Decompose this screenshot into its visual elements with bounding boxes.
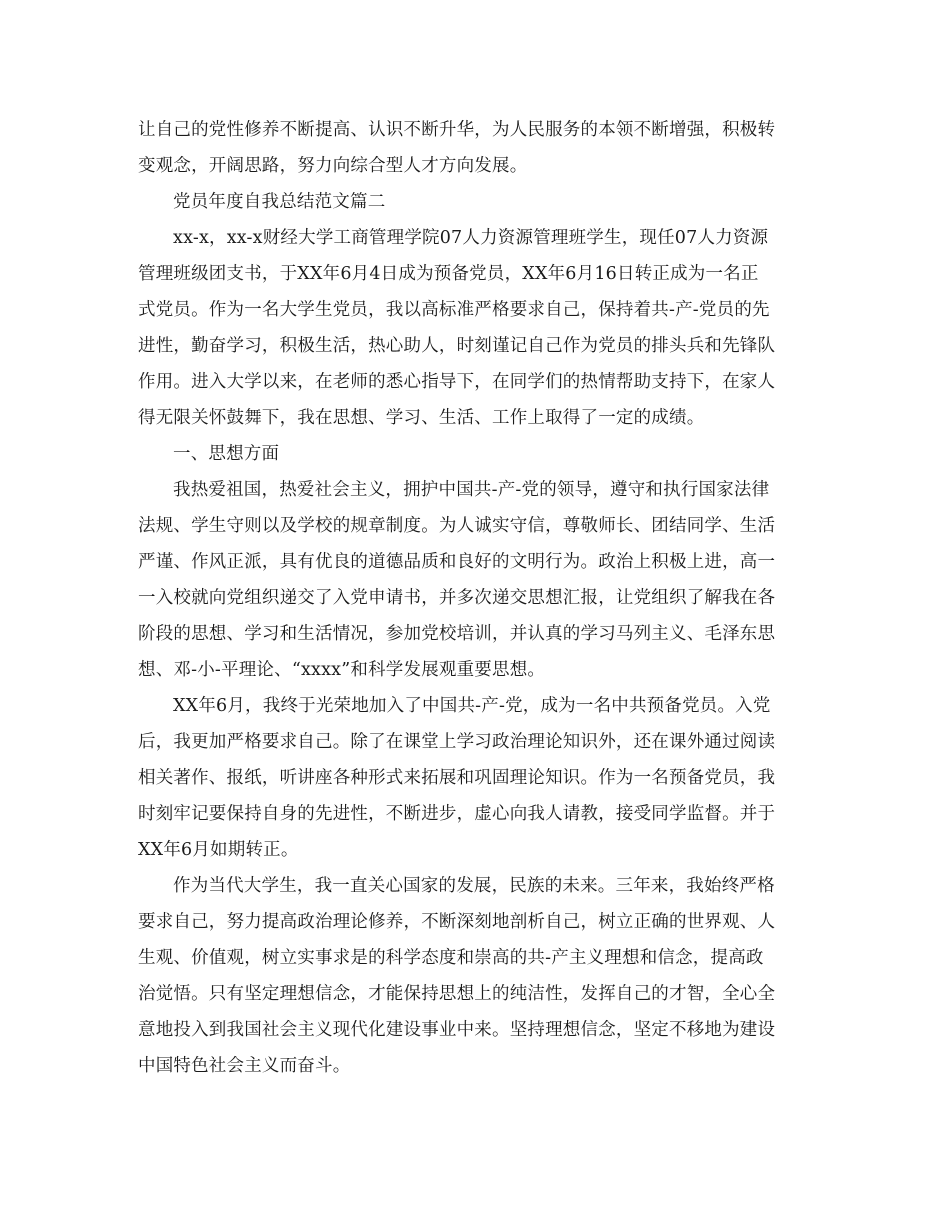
text-line: 管理班级团支书，于XX年6月4日成为预备党员，XX年6月16日转正成为一名正 [138, 264, 759, 284]
text-line: 中国特色社会主义而奋斗。 [138, 1056, 351, 1076]
section-heading: 党员年度自我总结范文篇二 [173, 192, 386, 212]
text-line: 后，我更加严格要求自己。除了在课堂上学习政治理论知识外，还在课外通过阅读 [138, 732, 776, 752]
text-line: 式党员。作为一名大学生党员，我以高标准严格要求自己，保持着共-产-党员的先 [138, 300, 770, 320]
text-line: 治觉悟。只有坚定理想信念，才能保持思想上的纯洁性，发挥自己的才智，全心全 [138, 984, 776, 1004]
text-line: 时刻牢记要保持自身的先进性，不断进步，虚心向我人请教，接受同学监督。并于 [138, 804, 776, 824]
text-line: 一入校就向党组织递交了入党申请书，并多次递交思想汇报，让党组织了解我在各 [138, 588, 776, 608]
subsection-heading: 一、思想方面 [173, 444, 280, 464]
text-line: 要求自己，努力提高政治理论修养，不断深刻地剖析自己，树立正确的世界观、人 [138, 912, 776, 932]
text-line: 变观念，开阔思路，努力向综合型人才方向发展。 [138, 156, 528, 176]
text-line: 作用。进入大学以来，在老师的悉心指导下，在同学们的热情帮助支持下，在家人 [138, 372, 776, 392]
text-line: 生观、价值观，树立实事求是的科学态度和崇高的共-产主义理想和信念，提高政 [138, 948, 764, 968]
text-line: 严谨、作风正派，具有优良的道德品质和良好的文明行为。政治上积极上进，高一 [138, 552, 776, 572]
text-line: 意地投入到我国社会主义现代化建设事业中来。坚持理想信念，坚定不移地为建设 [138, 1020, 776, 1040]
text-line: XX年6月如期转正。 [138, 840, 299, 860]
text-line: 得无限关怀鼓舞下，我在思想、学习、生活、工作上取得了一定的成绩。 [138, 408, 705, 428]
text-line: 进性，勤奋学习，积极生活，热心助人，时刻谨记自己作为党员的排头兵和先锋队 [138, 336, 776, 356]
text-line: 相关著作、报纸，听讲座各种形式来拓展和巩固理论知识。作为一名预备党员，我 [138, 768, 776, 788]
text-line: XX年6月，我终于光荣地加入了中国共-产-党，成为一名中共预备党员。入党 [173, 696, 771, 716]
text-line: 阶段的思想、学习和生活情况，参加党校培训，并认真的学习马列主义、毛泽东思 [138, 624, 776, 644]
text-line: 想、邓-小-平理论、“xxxx”和科学发展观重要思想。 [138, 660, 546, 680]
text-line: 法规、学生守则以及学校的规章制度。为人诚实守信，尊敬师长、团结同学、生活 [138, 516, 776, 536]
text-line: xx-x，xx-x财经大学工商管理学院07人力资源管理班学生，现任07人力资源 [173, 228, 769, 248]
text-line: 让自己的党性修养不断提高、认识不断升华，为人民服务的本领不断增强，积极转 [138, 120, 776, 140]
text-line: 我热爱祖国，热爱社会主义，拥护中国共-产-党的领导，遵守和执行国家法律 [173, 480, 770, 500]
text-line: 作为当代大学生，我一直关心国家的发展，民族的未来。三年来，我始终严格 [173, 876, 775, 896]
